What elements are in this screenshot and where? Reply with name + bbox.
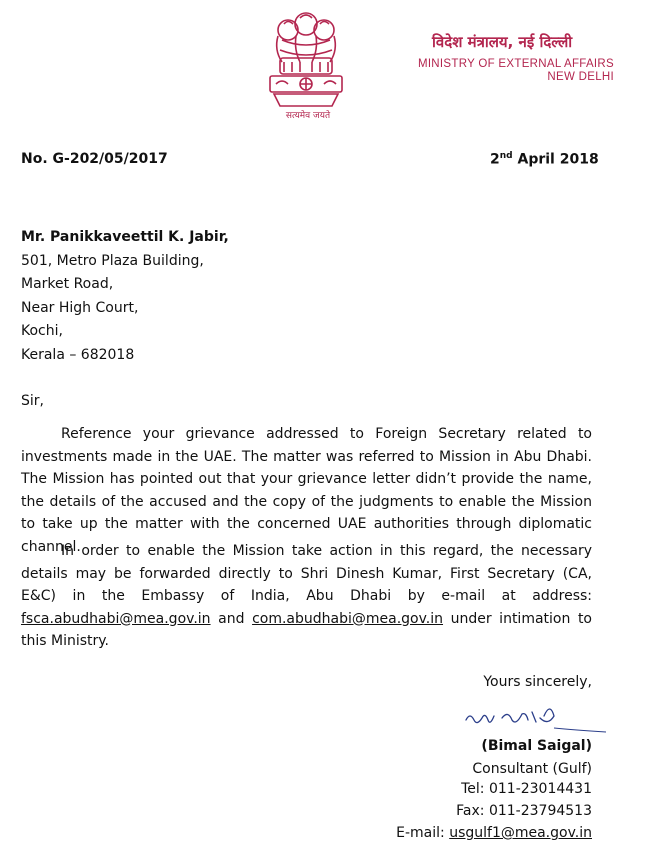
letter-date xyxy=(490,151,599,168)
paragraph-2-text: and xyxy=(210,610,253,627)
date-suffix: nd xyxy=(499,151,513,161)
date-day: 2 xyxy=(490,151,500,168)
signatory-email xyxy=(292,825,592,841)
ministry-line-1: MINISTRY OF EXTERNAL AFFAIRS xyxy=(417,58,614,70)
ministry-name-hindi: विदेश मंत्रालय, नई दिल्ली xyxy=(432,33,573,51)
telephone: Tel: 011-23014431 xyxy=(461,781,592,797)
closing: Yours sincerely, xyxy=(483,674,592,690)
email-label: E-mail: xyxy=(396,825,450,841)
address-line: Market Road, xyxy=(21,276,114,292)
email-link-usgulf[interactable]: usgulf1@mea.gov.in xyxy=(449,825,592,841)
body-paragraph-1: Reference your grievance addressed to Foreign Secretary related to investments made in the UAE. The matter was referred to Mission in Abu Dhabi. The Mission has pointed out that your grievance letter didn’t provide the name, the details of the accused and the copy of the judgments to enable the Mission to take up the matter with the concerned UAE authorities through diplomatic channel. xyxy=(21,426,592,555)
address-line: Kochi, xyxy=(21,323,63,339)
national-emblem-icon xyxy=(258,6,354,118)
ministry-line-2: NEW DELHI xyxy=(547,71,614,83)
paragraph-2-text: In order to enable the Mission take action in this regard, the necessary details may be forwarded directly to Shri Dinesh Kumar, First Secretary (CA, E&C) in the Embassy of India, Abu Dhabi by e-mail at address: xyxy=(21,543,592,604)
recipient-address xyxy=(21,226,229,367)
address-line: Near High Court, xyxy=(21,299,139,316)
email-link-com[interactable]: com.abudhabi@mea.gov.in xyxy=(252,610,444,627)
fax: Fax: 011-23794513 xyxy=(456,803,592,819)
signatory-title: Consultant (Gulf) xyxy=(472,761,592,777)
address-line: 501, Metro Plaza Building, xyxy=(21,252,204,269)
emblem-motto: सत्यमेव जयते xyxy=(285,111,331,121)
ministry-name-english xyxy=(408,58,614,84)
body-paragraph-2 xyxy=(21,540,592,653)
paragraph-2-text: under intimation to this Ministry. xyxy=(21,610,592,649)
reference-number: No. G-202/05/2017 xyxy=(21,151,168,167)
signatory-name: (Bimal Saigal) xyxy=(481,738,592,754)
date-month-year: April 2018 xyxy=(512,151,599,168)
recipient-name: Mr. Panikkaveettil K. Jabir, xyxy=(21,229,229,245)
handwritten-signature xyxy=(458,698,608,736)
salutation: Sir, xyxy=(21,393,44,409)
email-link-fsca[interactable]: fsca.abudhabi@mea.gov.in xyxy=(21,610,211,627)
address-line: Kerala – 682018 xyxy=(21,346,135,363)
